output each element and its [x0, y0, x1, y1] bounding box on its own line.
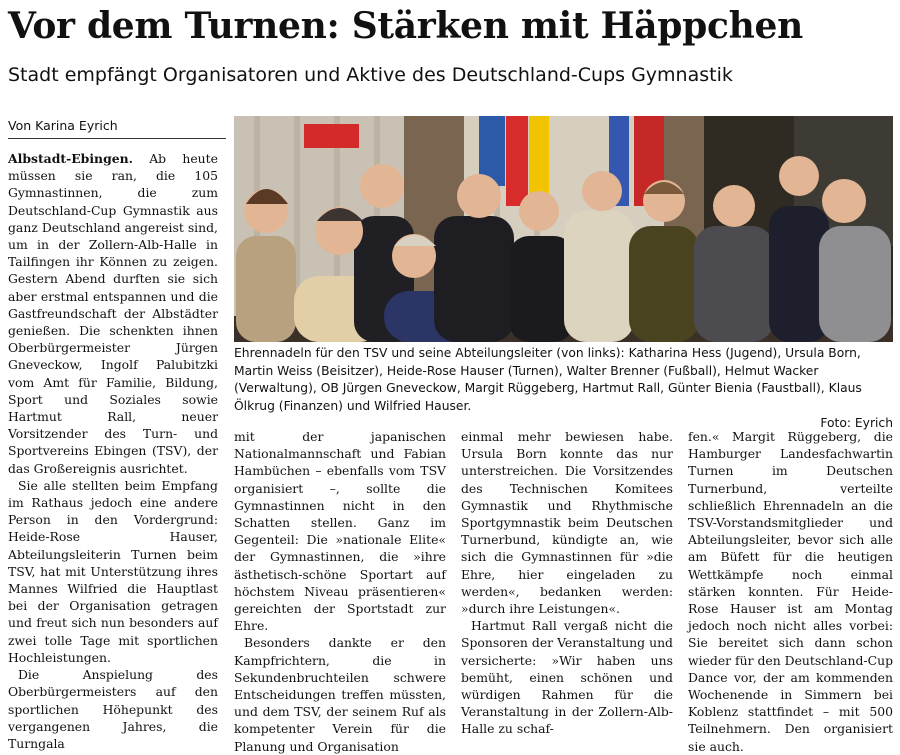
paragraph: mit der japanischen Nationalmannschaft und Fabian Hambüchen – ebenfalls vom TSV organisiert –, sollte die Gymnastinnen nicht in den Schatten stellen. Ganz im Gegenteil: Die »nationale Elite« der Gymnastinnen, die »ihre ästhetisch-schöne Sportart auf höchstem Niveau präsentieren« gereichten der Sportstadt zur Ehre.	[234, 429, 446, 634]
article-column-1	[8, 150, 218, 752]
article-column-4	[688, 428, 893, 755]
article-column-3	[461, 428, 673, 738]
photo-credit: Foto: Eyrich	[820, 416, 893, 430]
photo-caption	[234, 345, 893, 433]
paragraph	[8, 150, 218, 477]
headline: Vor dem Turnen: Stärken mit Häppchen	[8, 5, 803, 47]
byline: Von Karina Eyrich	[8, 116, 226, 139]
dateline: Albstadt-Ebingen.	[8, 151, 133, 166]
subheadline: Stadt empfängt Organisatoren und Aktive des Deutschland-Cups Gymnastik	[8, 64, 733, 86]
caption-text: Ehrennadeln für den TSV und seine Abteilungsleiter (von links): Katharina Hess (Jugend), Ursula Born, Martin Weiss (Beisitzer), Heide-Rose Hauser (Turnen), Walter Brenner (Fußball), Helmut Wacker (Verwaltung), OB Jürgen Gneveckow, Margit Rüggeberg, Hartmut Rall, Günter Bienia (Faustball), Klaus Ölkrug (Finanzen) und Wilfried Hauser.	[234, 346, 862, 413]
paragraph: Besonders dankte er den Kampfrichtern, die in Sekundenbruchteilen schwere Entscheidungen treffen müssten, und dem TSV, der seinem Ruf als kompetenter Verein für die Planung und Organisation	[234, 635, 446, 754]
article-column-2	[234, 428, 446, 755]
paragraph: Die Anspielung des Oberbürgermeisters auf den sportlichen Höhepunkt des vergangenen Jahres, die Turngala	[8, 667, 218, 751]
paragraph: Sie alle stellten beim Empfang im Rathaus jedoch eine andere Person in den Vordergrund: Heide-Rose Hauser, Abteilungsleiterin Turnen beim TSV, hat mit Unterstützung ihres Mannes Wilfried die Hauptlast bei der Organisation getragen und freut sich nun besonders auf zwei tolle Tage mit sportlichen Hochleistungen.	[8, 477, 218, 665]
paragraph: Hartmut Rall vergaß nicht die Sponsoren der Veranstaltung und versicherte: »Wir haben uns bemüht, einen schönen und würdigen Rahmen für die Veranstaltung in der Zollern-Alb-Halle zu schaf-	[461, 618, 673, 737]
group-photo-image	[234, 116, 893, 342]
paragraph-text: Ab heute müssen sie ran, die 105 Gymnastinnen, die zum Deutschland-Cup Gymnastik aus ganz Deutschland angereist sind, um in der Zollern-Alb-Halle in Tailfingen ihr Können zu zeigen. Gestern Abend durften sie sich aber erstmal entspannen und die Gastfreundschaft der Albstädter genießen. Die schenkten ihnen Oberbürgermeister Jürgen Gneveckow, Ingolf Palubitzki vom Amt für Familie, Bildung, Sport und Soziales sowie Hartmut Rall, neuer Vorsitzender des Turn- und Sportvereins Ebingen (TSV), der das Großereignis ausrichtet.	[8, 151, 218, 476]
paragraph: fen.« Margit Rüggeberg, die Hamburger Landesfachwartin Turnen im Deutschen Turnerbund, verteilte schließlich Ehrennadeln an die TSV-Vorstandsmitglieder und Abteilungsleiter, bevor sich alle am Büfett für die heutigen Wettkämpfe noch einmal stärken konnten. Für Heide-Rose Hauser ist am Montag jedoch noch nicht alles vorbei: Sie bereitet sich dann schon wieder für den Deutschland-Cup Dance vor, der am kommenden Wochenende in Simmern bei Koblenz stattfindet – mit 500 Teilnehmern. Den organisiert sie auch.	[688, 429, 893, 754]
paragraph: einmal mehr bewiesen habe. Ursula Born konnte das nur unterstreichen. Die Vorsitzendes des Technischen Komitees Gymnastik und Rhythmische Sportgymnastik beim Deutschen Turnerbund, kündigte an, wie sich die Gymnastinnen für »die Ehre, hier eingeladen zu werden«, bedanken werden: »durch ihre Leistungen«.	[461, 429, 673, 617]
group-photo	[234, 116, 893, 342]
